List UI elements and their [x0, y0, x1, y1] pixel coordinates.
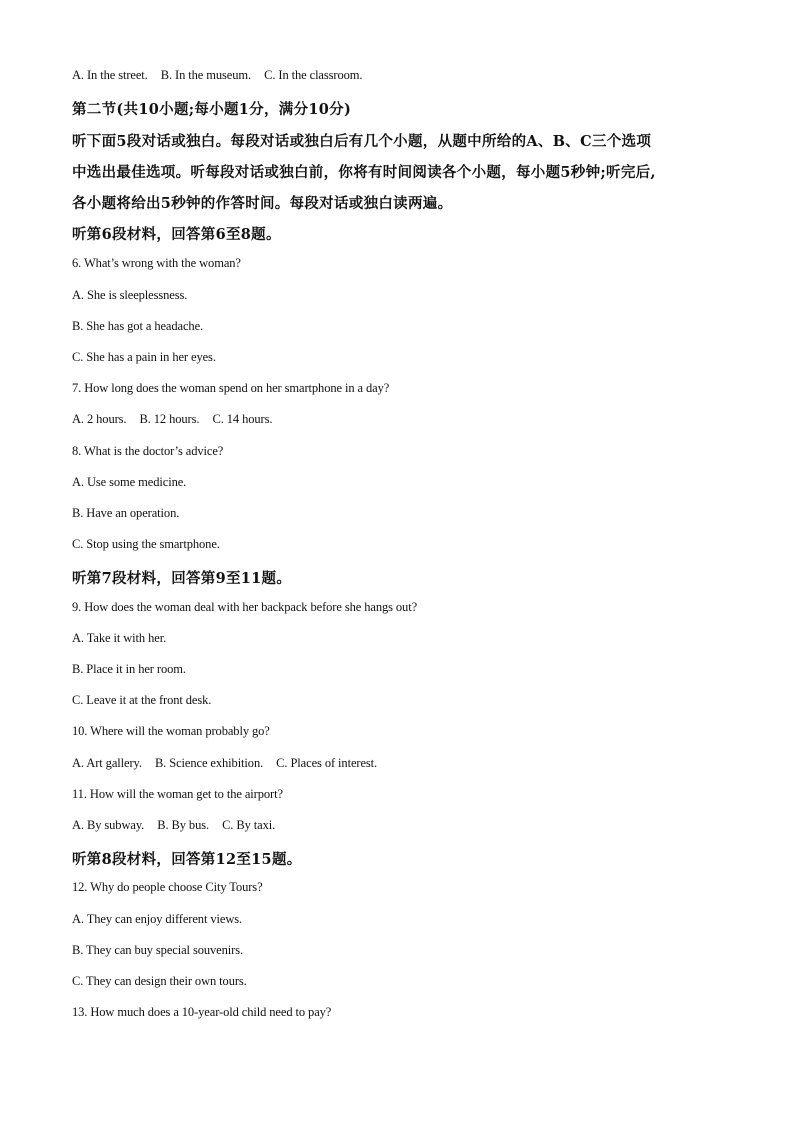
q7-option-a: A. 2 hours. [72, 412, 127, 426]
q11-option-c: C. By taxi. [222, 818, 276, 832]
q8-option-c: C. Stop using the smartphone. [72, 537, 220, 551]
material-8-heading: 听第8段材料，回答第12至15题。 [72, 851, 302, 868]
question-13: 13. How much does a 10-year-old child need to pay? [72, 1005, 332, 1019]
q7-option-c: C. 14 hours. [212, 412, 273, 426]
q8-option-a: A. Use some medicine. [72, 475, 187, 489]
q10-option-b: B. Science exhibition. [154, 756, 264, 770]
q6-option-b: B. She has got a headache. [72, 319, 204, 333]
option-a: A. In the street. [72, 68, 148, 82]
q10-option-c: C. Places of interest. [276, 756, 378, 770]
q6-option-c: C. She has a pain in her eyes. [72, 350, 216, 364]
options-q7 [72, 412, 282, 427]
q8-option-b: B. Have an operation. [72, 506, 180, 520]
option-b: B. In the museum. [160, 68, 252, 82]
question-7: 7. How long does the woman spend on her smartphone in a day? [72, 381, 390, 395]
question-12: 12. Why do people choose City Tours? [72, 880, 263, 894]
q9-option-c: C. Leave it at the front desk. [72, 693, 212, 707]
question-9: 9. How does the woman deal with her backpack before she hangs out? [72, 600, 418, 614]
material-6-heading: 听第6段材料，回答第6至8题。 [72, 226, 281, 243]
q11-option-a: A. By subway. [72, 818, 145, 832]
q12-option-a: A. They can enjoy different views. [72, 912, 243, 926]
q11-option-b: B. By bus. [157, 818, 210, 832]
instruction-line-2: 中选出最佳选项。听每段对话或独白前，你将有时间阅读各个小题，每小题5秒钟;听完后, [72, 164, 656, 181]
question-11: 11. How will the woman get to the airport? [72, 787, 283, 801]
q9-option-a: A. Take it with her. [72, 631, 167, 645]
material-7-heading: 听第7段材料，回答第9至11题。 [72, 570, 292, 587]
options-q10 [72, 756, 387, 771]
instruction-line-1: 听下面5段对话或独白。每段对话或独白后有几个小题，从题中所给的A、B、C三个选项 [72, 133, 652, 150]
q6-option-a: A. She is sleeplessness. [72, 288, 188, 302]
instruction-line-3: 各小题将给出5秒钟的作答时间。每段对话或独白读两遍。 [72, 195, 453, 212]
q7-option-b: B. 12 hours. [139, 412, 200, 426]
section-title: 第二节(共10小题;每小题1分，满分10分) [72, 101, 352, 118]
question-10: 10. Where will the woman probably go? [72, 724, 270, 738]
question-6: 6. What’s wrong with the woman? [72, 256, 241, 270]
option-c: C. In the classroom. [264, 68, 363, 82]
q9-option-b: B. Place it in her room. [72, 662, 186, 676]
q12-option-b: B. They can buy special souvenirs. [72, 943, 243, 957]
q10-option-a: A. Art gallery. [72, 756, 142, 770]
q12-option-c: C. They can design their own tours. [72, 974, 247, 988]
options-q11 [72, 818, 285, 833]
question-8: 8. What is the doctor’s advice? [72, 444, 224, 458]
options-q5 [72, 68, 372, 83]
